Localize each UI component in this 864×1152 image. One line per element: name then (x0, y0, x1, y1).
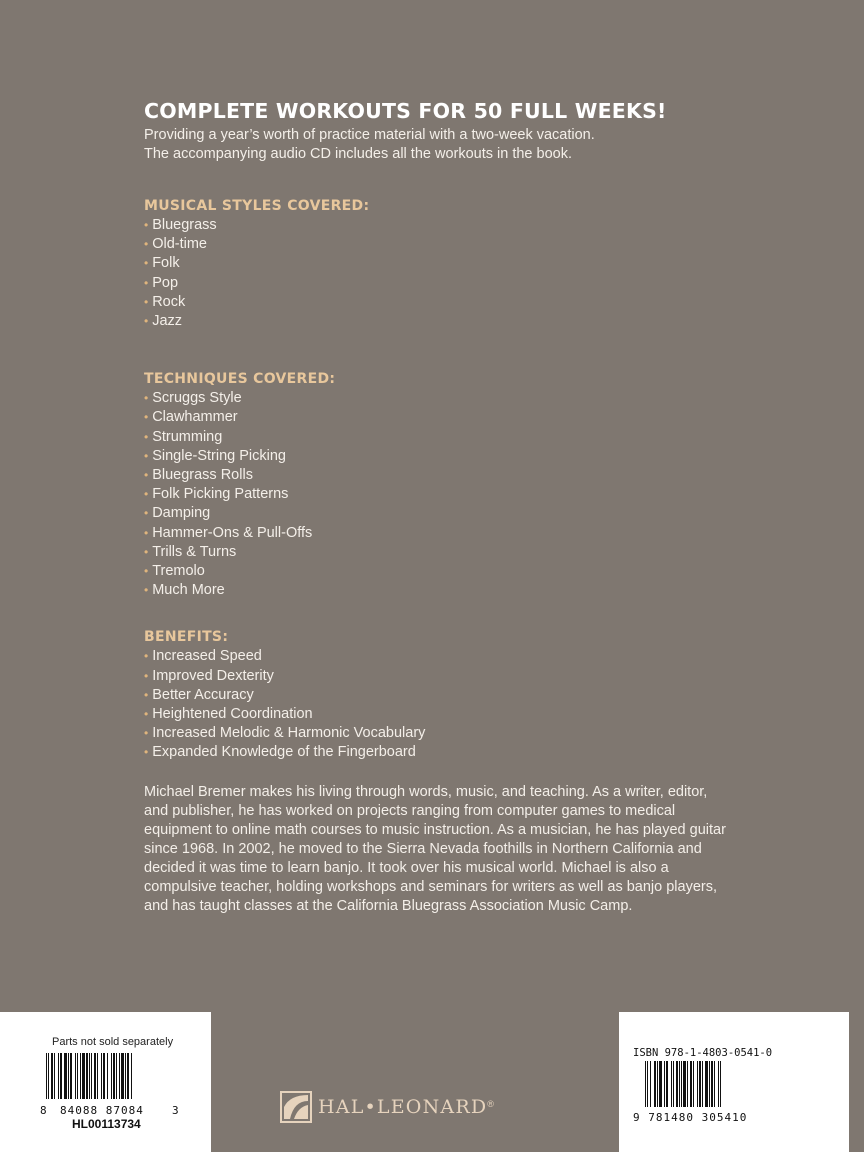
techniques-item (144, 543, 744, 562)
upc-digits: 84088 87084 (60, 1104, 144, 1117)
intro-line-1: Providing a year’s worth of practice material with a two-week vacation. (144, 127, 595, 143)
isbn-barcode-label (619, 1012, 849, 1152)
intro-line-2: The accompanying audio CD includes all the workouts in the book. (144, 146, 572, 162)
bullet-icon: • (144, 256, 149, 271)
techniques-item (144, 562, 744, 581)
registered-mark: ® (487, 1099, 494, 1109)
techniques-title: TECHNIQUES COVERED: (144, 371, 336, 388)
styles-item (144, 312, 744, 331)
techniques-item-label: Single-String Picking (152, 447, 286, 464)
bullet-icon: • (144, 707, 149, 722)
hal-leonard-logo (280, 1090, 494, 1124)
bullet-icon: • (144, 391, 149, 406)
barcode-caption: Parts not sold separately (52, 1036, 174, 1048)
techniques-item-label: Much More (152, 582, 225, 599)
techniques-item (144, 485, 744, 504)
styles-title: MUSICAL STYLES COVERED: (144, 198, 370, 214)
techniques-item-label: Damping (152, 505, 211, 522)
techniques-list (144, 389, 744, 600)
bullet-icon: • (144, 410, 149, 425)
product-code: HL00113734 (72, 1117, 141, 1131)
bullet-icon: • (144, 218, 149, 232)
techniques-item (144, 466, 744, 485)
benefits-item-label: Heightened Coordination (152, 706, 313, 723)
back-cover-content (144, 96, 744, 916)
bullet-icon: • (144, 237, 149, 252)
techniques-item-label: Bluegrass Rolls (152, 467, 253, 484)
benefits-item-label: Expanded Knowledge of the Fingerboard (152, 744, 416, 761)
benefits-item (144, 705, 744, 724)
techniques-item (144, 428, 744, 447)
bullet-icon: • (144, 487, 149, 502)
bullet-icon: • (144, 583, 149, 598)
styles-item-label: Folk (152, 255, 180, 272)
bullet-icon: • (144, 687, 149, 702)
benefits-item (144, 686, 744, 705)
styles-item (144, 216, 744, 235)
bullet-icon: • (144, 745, 149, 760)
benefits-item (144, 647, 744, 666)
techniques-item-label: Tremolo (152, 563, 205, 580)
techniques-item (144, 389, 744, 408)
techniques-item-label: Strumming (152, 428, 223, 445)
isbn-barcode-digits: 9 781480 305410 (633, 1111, 748, 1124)
hal-leonard-mark-icon (280, 1091, 312, 1123)
bullet-icon: • (144, 668, 149, 683)
techniques-item-label: Folk Picking Patterns (152, 486, 289, 503)
benefits-title: BENEFITS: (144, 629, 229, 646)
benefits-item (144, 743, 744, 762)
styles-item-label: Rock (152, 293, 186, 310)
bullet-icon: • (144, 649, 149, 664)
bullet-icon: • (144, 429, 149, 444)
styles-item-label: Old-time (152, 236, 207, 253)
benefits-item (144, 667, 744, 686)
isbn-barcode (645, 1061, 765, 1107)
bullet-icon: • (144, 468, 149, 483)
techniques-item (144, 581, 744, 600)
techniques-item (144, 504, 744, 523)
benefits-item-label: Improved Dexterity (152, 667, 274, 684)
bullet-icon: • (144, 314, 149, 329)
upc-first-digit: 8 (40, 1104, 48, 1117)
headline: COMPLETE WORKOUTS FOR 50 FULL WEEKS! (144, 99, 667, 123)
publisher-name: HAL•LEONARD (318, 1096, 488, 1118)
styles-item-label: Bluegrass (152, 217, 217, 233)
bullet-icon: • (144, 726, 149, 741)
author-bio: Michael Bremer makes his living through words, music, and teaching. As a writer, editor, and publisher, he has worked on projects ranging from computer games to medical equipment to online math courses to music instruction. As a musician, he has played guitar since 1968. In 2002, he moved to the Sierra Nevada foothills in Northern California and decided it was time to learn banjo. It took over his musical world. Michael is also a compulsive teacher, holding workshops and seminars for writers as well as banjo players, and has taught classes at the California Bluegrass Association Music Camp. (144, 783, 726, 915)
bullet-icon: • (144, 544, 149, 559)
techniques-item-label: Clawhammer (152, 409, 238, 426)
upc-barcode (46, 1053, 168, 1099)
styles-item-label: Pop (152, 274, 179, 291)
bullet-icon: • (144, 294, 149, 309)
styles-list (144, 216, 744, 331)
intro (144, 126, 744, 164)
techniques-item-label: Hammer-Ons & Pull-Offs (152, 524, 313, 541)
benefits-item-label: Increased Speed (152, 648, 262, 665)
benefits-item (144, 724, 744, 743)
bullet-icon: • (144, 564, 149, 579)
bullet-icon: • (144, 525, 149, 540)
benefits-item-label: Increased Melodic & Harmonic Vocabulary (152, 725, 426, 742)
bullet-icon: • (144, 506, 149, 521)
styles-item (144, 293, 744, 312)
upc-last-digit: 3 (172, 1104, 180, 1117)
techniques-item (144, 408, 744, 427)
isbn-text: ISBN 978-1-4803-0541-0 (633, 1047, 773, 1059)
styles-item (144, 274, 744, 293)
techniques-item-label: Scruggs Style (152, 390, 242, 407)
techniques-item-label: Trills & Turns (152, 543, 237, 560)
styles-item (144, 254, 744, 273)
bullet-icon: • (144, 448, 149, 463)
benefits-list (144, 647, 744, 762)
styles-item-label: Jazz (152, 313, 183, 330)
bullet-icon: • (144, 275, 149, 290)
upc-barcode-label (0, 1012, 211, 1152)
styles-item (144, 235, 744, 254)
techniques-item (144, 524, 744, 543)
techniques-item (144, 447, 744, 466)
benefits-item-label: Better Accuracy (152, 686, 254, 703)
